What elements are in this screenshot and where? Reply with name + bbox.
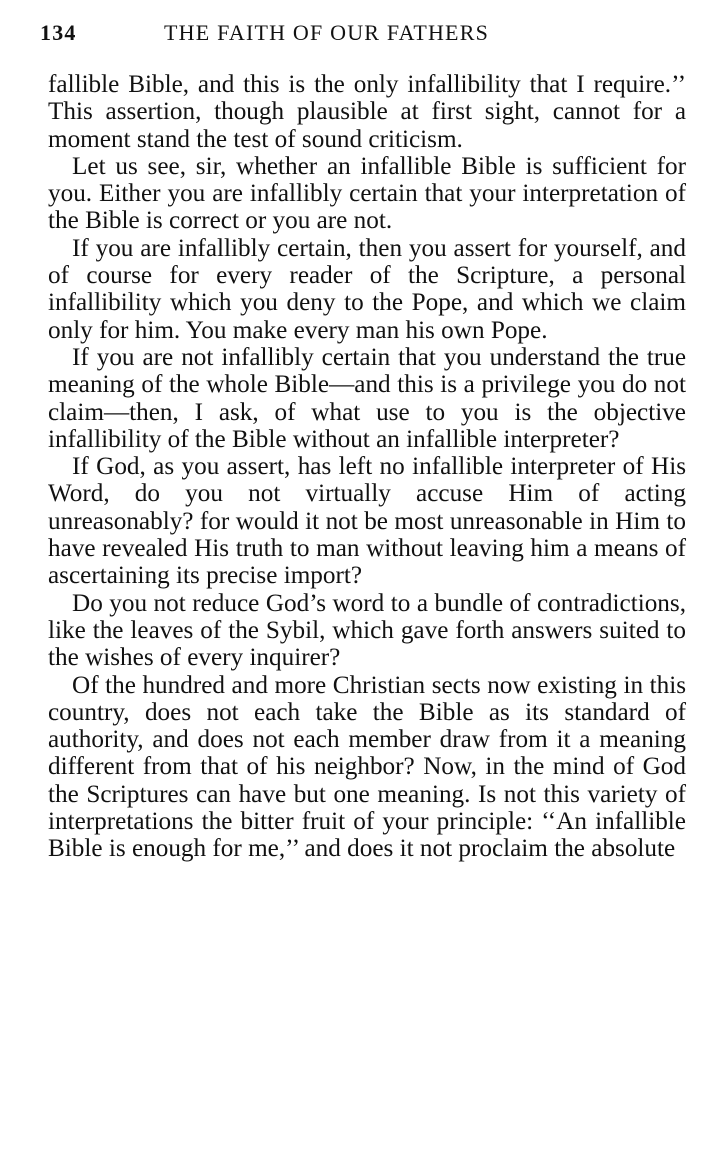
book-page bbox=[40, 0, 685, 1151]
page-number: 134 bbox=[40, 20, 77, 45]
paragraph: Do you not reduce God’s word to a bundle of contradictions, like the leaves of the Sybil, which gave forth answers suited to the wishes of every inquirer? bbox=[48, 589, 686, 672]
paragraph: If you are infallibly certain, then you assert for yourself, and of course for every reader of the Scripture, a personal infallibility which you deny to the Pope, and which we claim only for him. You make every man his own Pope. bbox=[48, 234, 686, 344]
running-head bbox=[40, 16, 685, 50]
paragraph: If you are not infallibly certain that you understand the true meaning of the whole Bible—and this is a privilege you do not claim—then, I ask, of what use to you is the objective infallibility of the Bible without an infallible interpreter? bbox=[48, 343, 686, 453]
paragraph: If God, as you assert, has left no infallible interpreter of His Word, do you not virtually accuse Him of acting unreasonably? for would it not be most unreasonable in Him to have revealed His truth to man without leaving him a means of ascertaining its precise import? bbox=[48, 453, 686, 590]
running-title: THE FAITH OF OUR FATHERS bbox=[164, 20, 490, 45]
body-text bbox=[48, 71, 686, 863]
paragraph-continuation: fallible Bible, and this is the only infallibility that I require.’’ This assertion, though plausible at first sight, cannot for a moment stand the test of sound criticism. bbox=[48, 71, 686, 153]
paragraph: Of the hundred and more Christian sects now existing in this country, does not each take the Bible as its standard of authority, and does not each member draw from it a meaning different from that of his neighbor? Now, in the mind of God the Scriptures can have but one meaning. Is not this variety of interpretations the bitter fruit of your principle: ‘‘An infallible Bible is enough for me,’’ and does it not proclaim the absolute bbox=[48, 671, 686, 863]
paragraph: Let us see, sir, whether an infallible Bible is sufficient for you. Either you are infallibly certain that your interpretation of the Bible is correct or you are not. bbox=[48, 152, 686, 235]
